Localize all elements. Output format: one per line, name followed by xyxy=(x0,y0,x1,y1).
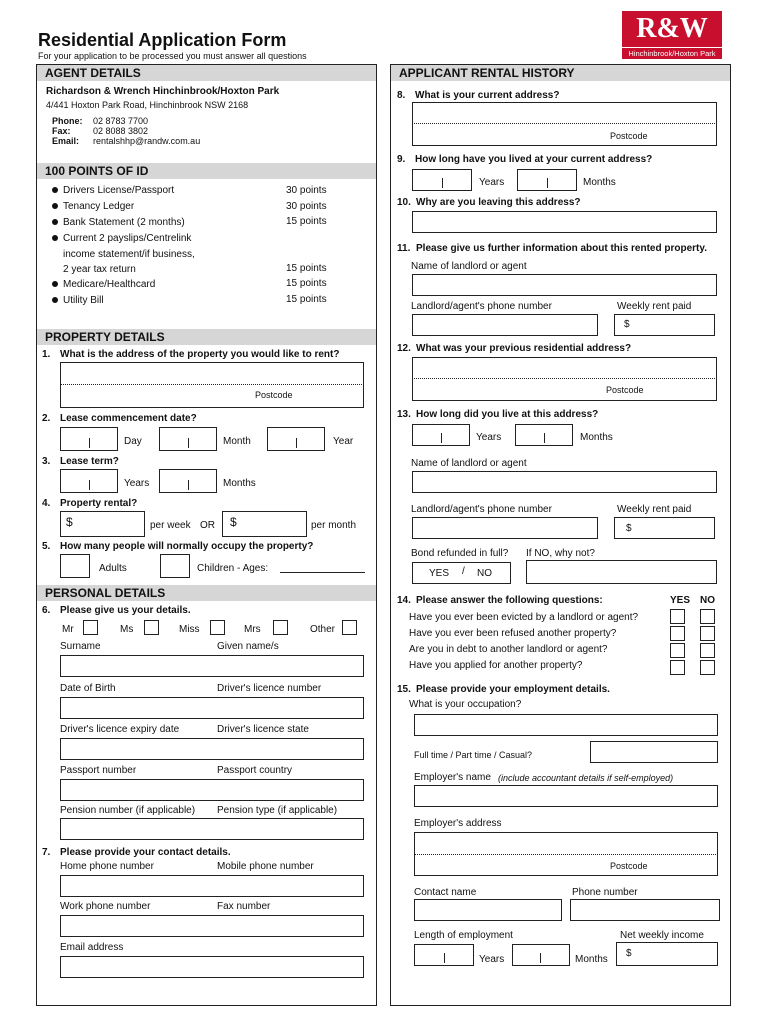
points-item-value: 15 points xyxy=(286,278,327,289)
postcode-label: Postcode xyxy=(255,390,293,400)
occupation-input[interactable] xyxy=(414,714,718,736)
title-mr-checkbox[interactable] xyxy=(83,620,98,635)
bond-yes-option[interactable]: YES xyxy=(429,568,450,579)
licence-state-label: Driver's licence state xyxy=(217,724,309,735)
question-applied: Have you applied for another property? xyxy=(409,660,583,671)
bullet-icon xyxy=(52,235,58,241)
children-ages-line[interactable] xyxy=(280,572,365,573)
passport-number-label: Passport number xyxy=(60,765,137,776)
months-label: Months xyxy=(580,432,613,443)
points-item-value: 15 points xyxy=(286,294,327,305)
q6-number: 6. xyxy=(42,605,51,616)
applied-no-checkbox[interactable] xyxy=(700,660,715,675)
bullet-icon xyxy=(52,187,58,193)
divider xyxy=(89,438,90,448)
bullet-icon xyxy=(52,281,58,287)
employment-length-label: Length of employment xyxy=(414,930,513,941)
passport-country-label: Passport country xyxy=(217,765,293,776)
points-item-label: Tenancy Ledger xyxy=(63,201,135,212)
landlord-name-input[interactable] xyxy=(412,274,717,296)
question-refused: Have you ever been refused another property? xyxy=(409,628,617,639)
day-label: Day xyxy=(124,436,142,447)
question-evicted: Have you ever been evicted by a landlord or agent? xyxy=(409,612,639,623)
licence-expiry-label: Driver's licence expiry date xyxy=(60,724,180,735)
points-item-value: 30 points xyxy=(286,185,327,196)
divider xyxy=(89,480,90,490)
title-mrs-checkbox[interactable] xyxy=(273,620,288,635)
points-item-value: 15 points xyxy=(286,263,327,274)
divider xyxy=(60,384,364,385)
divider xyxy=(540,953,541,963)
property-address-input[interactable] xyxy=(60,362,364,408)
leaving-reason-input[interactable] xyxy=(412,211,717,233)
logo xyxy=(622,11,722,59)
q14-number: 14. xyxy=(397,595,411,606)
surname-given-input[interactable] xyxy=(60,655,364,677)
debt-no-checkbox[interactable] xyxy=(700,643,715,658)
pension-number-label: Pension number (if applicable) xyxy=(60,805,196,816)
title-other-checkbox[interactable] xyxy=(342,620,357,635)
employer-note: (include accountant details if self-employed) xyxy=(498,773,674,783)
divider xyxy=(188,480,189,490)
children-label: Children - Ages: xyxy=(197,563,269,574)
landlord-phone-label: Landlord/agent's phone number xyxy=(411,301,552,312)
title-mr-label: Mr xyxy=(62,624,74,635)
per-week-label: per week xyxy=(150,520,191,531)
q3-label: Lease term? xyxy=(60,456,119,467)
fulltime-label: Full time / Part time / Casual? xyxy=(414,750,533,760)
q11-number: 11. xyxy=(397,243,411,254)
months-label: Months xyxy=(583,177,616,188)
email-input[interactable] xyxy=(60,956,364,978)
landlord-name-label: Name of landlord or agent xyxy=(411,261,527,272)
q11-label: Please give us further information about this rented property. xyxy=(416,243,707,254)
bullet-icon xyxy=(52,203,58,209)
points-item-value: 30 points xyxy=(286,201,327,212)
bullet-icon xyxy=(52,297,58,303)
applied-yes-checkbox[interactable] xyxy=(670,660,685,675)
q14-label: Please answer the following questions: xyxy=(416,595,603,606)
points-item-label-line3: 2 year tax return xyxy=(63,264,136,275)
agent-fax-label: Fax: xyxy=(52,126,71,136)
agent-details-header: AGENT DETAILS xyxy=(37,65,376,81)
divider xyxy=(441,433,442,443)
q1-label: What is the address of the property you would like to rent? xyxy=(60,349,340,360)
page-title: Residential Application Form xyxy=(38,30,287,50)
title-miss-checkbox[interactable] xyxy=(210,620,225,635)
refused-yes-checkbox[interactable] xyxy=(670,626,685,641)
q10-label: Why are you leaving this address? xyxy=(416,197,581,208)
agent-email: rentalshhp@randw.com.au xyxy=(93,136,201,146)
agent-phone-label: Phone: xyxy=(52,116,83,126)
agent-email-label: Email: xyxy=(52,136,80,146)
mobile-phone-label: Mobile phone number xyxy=(217,861,314,872)
dollar-sign: $ xyxy=(230,515,237,529)
years-label: Years xyxy=(476,432,502,443)
weekly-rent-label: Weekly rent paid xyxy=(617,504,692,515)
q3-number: 3. xyxy=(42,456,51,467)
q9-label: How long have you lived at your current address? xyxy=(415,154,653,165)
home-phone-label: Home phone number xyxy=(60,861,154,872)
dollar-sign: $ xyxy=(624,319,630,330)
points-item-label: Bank Statement (2 months) xyxy=(63,217,185,228)
q1-number: 1. xyxy=(42,349,51,360)
points-item-label-line2: income statement/if business, xyxy=(63,249,195,260)
personal-details-header: PERSONAL DETAILS xyxy=(37,585,376,601)
q5-number: 5. xyxy=(42,541,51,552)
evicted-no-checkbox[interactable] xyxy=(700,609,715,624)
no-column-label: NO xyxy=(700,595,715,606)
agent-fax: 02 8088 3802 xyxy=(93,126,149,136)
divider xyxy=(547,178,548,188)
dob-label: Date of Birth xyxy=(60,683,116,694)
logo-tagline: Hinchinbrook/Hoxton Park xyxy=(622,47,722,58)
evicted-yes-checkbox[interactable] xyxy=(670,609,685,624)
question-debt: Are you in debt to another landlord or agent? xyxy=(409,644,608,655)
bullet-icon xyxy=(52,219,58,225)
points-item-label: Medicare/Healthcard xyxy=(63,279,156,290)
landlord-name-label: Name of landlord or agent xyxy=(411,458,527,469)
previous-landlord-input[interactable] xyxy=(412,471,717,493)
q12-number: 12. xyxy=(397,343,411,354)
pension-type-label: Pension type (if applicable) xyxy=(217,805,338,816)
q13-number: 13. xyxy=(397,409,411,420)
divider xyxy=(188,438,189,448)
q15-label: Please provide your employment details. xyxy=(416,684,610,695)
q2-number: 2. xyxy=(42,413,51,424)
or-label: OR xyxy=(200,520,215,531)
given-name-label: Given name/s xyxy=(217,641,279,652)
contact-name-label: Contact name xyxy=(414,887,477,898)
children-input[interactable] xyxy=(160,554,190,578)
agent-address: 4/441 Hoxton Park Road, Hinchinbrook NSW 2168 xyxy=(46,100,249,110)
divider xyxy=(544,433,545,443)
rental-history-header: APPLICANT RENTAL HISTORY xyxy=(391,65,730,81)
dob-licence-input[interactable] xyxy=(60,697,364,719)
q7-label: Please provide your contact details. xyxy=(60,847,231,858)
debt-yes-checkbox[interactable] xyxy=(670,643,685,658)
months-label: Months xyxy=(223,478,256,489)
title-ms-label: Ms xyxy=(120,624,134,635)
title-miss-label: Miss xyxy=(179,624,200,635)
passport-input[interactable] xyxy=(60,779,364,801)
bond-label: Bond refunded in full? xyxy=(411,548,509,559)
previous-address-input[interactable] xyxy=(412,357,717,401)
title-mrs-label: Mrs xyxy=(244,624,261,635)
current-address-input[interactable] xyxy=(412,102,717,146)
divider xyxy=(412,123,717,124)
points-item-label: Current 2 payslips/Centrelink xyxy=(63,233,192,244)
contact-phone-input[interactable] xyxy=(570,899,720,921)
dollar-sign: $ xyxy=(66,515,73,529)
q6-label: Please give us your details. xyxy=(60,605,191,616)
employer-address-label: Employer's address xyxy=(414,818,502,829)
q8-number: 8. xyxy=(397,90,406,101)
q13-label: How long did you live at this address? xyxy=(416,409,599,420)
years-label: Years xyxy=(124,478,150,489)
q8-label: What is your current address? xyxy=(415,90,560,101)
agent-phone: 02 8783 7700 xyxy=(93,116,149,126)
dollar-sign: $ xyxy=(626,948,632,959)
months-label: Months xyxy=(575,954,608,965)
pension-input[interactable] xyxy=(60,818,364,840)
previous-landlord-phone-input[interactable] xyxy=(412,517,598,539)
licence-number-label: Driver's licence number xyxy=(217,683,322,694)
contact-name-input[interactable] xyxy=(414,899,562,921)
if-no-label: If NO, why not? xyxy=(526,548,595,559)
q5-label: How many people will normally occupy the property? xyxy=(60,541,314,552)
q4-number: 4. xyxy=(42,498,51,509)
divider xyxy=(412,378,717,379)
postcode-label: Postcode xyxy=(610,861,648,871)
bond-slash: / xyxy=(462,566,465,577)
points-item-value: 15 points xyxy=(286,216,327,227)
logo-brand: R&W xyxy=(636,13,708,44)
email-label: Email address xyxy=(60,942,124,953)
q7-number: 7. xyxy=(42,847,51,858)
points-item-label: Utility Bill xyxy=(63,295,104,306)
bond-no-option[interactable]: NO xyxy=(477,568,492,579)
landlord-phone-input[interactable] xyxy=(412,314,598,336)
surname-label: Surname xyxy=(60,641,101,652)
divider xyxy=(442,178,443,188)
employment-months-input[interactable] xyxy=(512,944,570,966)
property-details-header: PROPERTY DETAILS xyxy=(37,329,376,345)
work-fax-input[interactable] xyxy=(60,915,364,937)
yes-column-label: YES xyxy=(670,595,691,606)
employer-name-input[interactable] xyxy=(414,785,718,807)
licence-expiry-state-input[interactable] xyxy=(60,738,364,760)
agent-name: Richardson & Wrench Hinchinbrook/Hoxton Park xyxy=(46,86,280,97)
title-ms-checkbox[interactable] xyxy=(144,620,159,635)
employer-name-label: Employer's name xyxy=(414,772,491,783)
phone-input[interactable] xyxy=(60,875,364,897)
occupation-label: What is your occupation? xyxy=(409,699,522,710)
postcode-label: Postcode xyxy=(606,385,644,395)
q4-label: Property rental? xyxy=(60,498,138,509)
adults-label: Adults xyxy=(99,563,127,574)
q15-number: 15. xyxy=(397,684,411,695)
year-label: Year xyxy=(333,436,354,447)
divider xyxy=(414,854,718,855)
dollar-sign: $ xyxy=(626,523,632,534)
fax-number-label: Fax number xyxy=(217,901,271,912)
q9-number: 9. xyxy=(397,154,406,165)
net-income-label: Net weekly income xyxy=(620,930,704,941)
q10-number: 10. xyxy=(397,197,411,208)
per-month-label: per month xyxy=(311,520,357,531)
points-item-label: Drivers License/Passport xyxy=(63,185,175,196)
q12-label: What was your previous residential address? xyxy=(416,343,632,354)
q2-label: Lease commencement date? xyxy=(60,413,197,424)
postcode-label: Postcode xyxy=(610,131,648,141)
divider xyxy=(444,953,445,963)
points-header: 100 POINTS OF ID xyxy=(37,163,376,179)
month-label: Month xyxy=(223,436,251,447)
years-label: Years xyxy=(479,177,505,188)
phone-number-label: Phone number xyxy=(572,887,638,898)
divider xyxy=(296,438,297,448)
page-subtitle: For your application to be processed you must answer all questions xyxy=(38,51,307,61)
work-phone-label: Work phone number xyxy=(60,901,151,912)
refused-no-checkbox[interactable] xyxy=(700,626,715,641)
employment-type-input[interactable] xyxy=(590,741,718,763)
bond-reason-input[interactable] xyxy=(526,560,717,584)
adults-input[interactable] xyxy=(60,554,90,578)
landlord-phone-label: Landlord/agent's phone number xyxy=(411,504,552,515)
years-label: Years xyxy=(479,954,505,965)
title-other-label: Other xyxy=(310,624,336,635)
weekly-rent-label: Weekly rent paid xyxy=(617,301,692,312)
